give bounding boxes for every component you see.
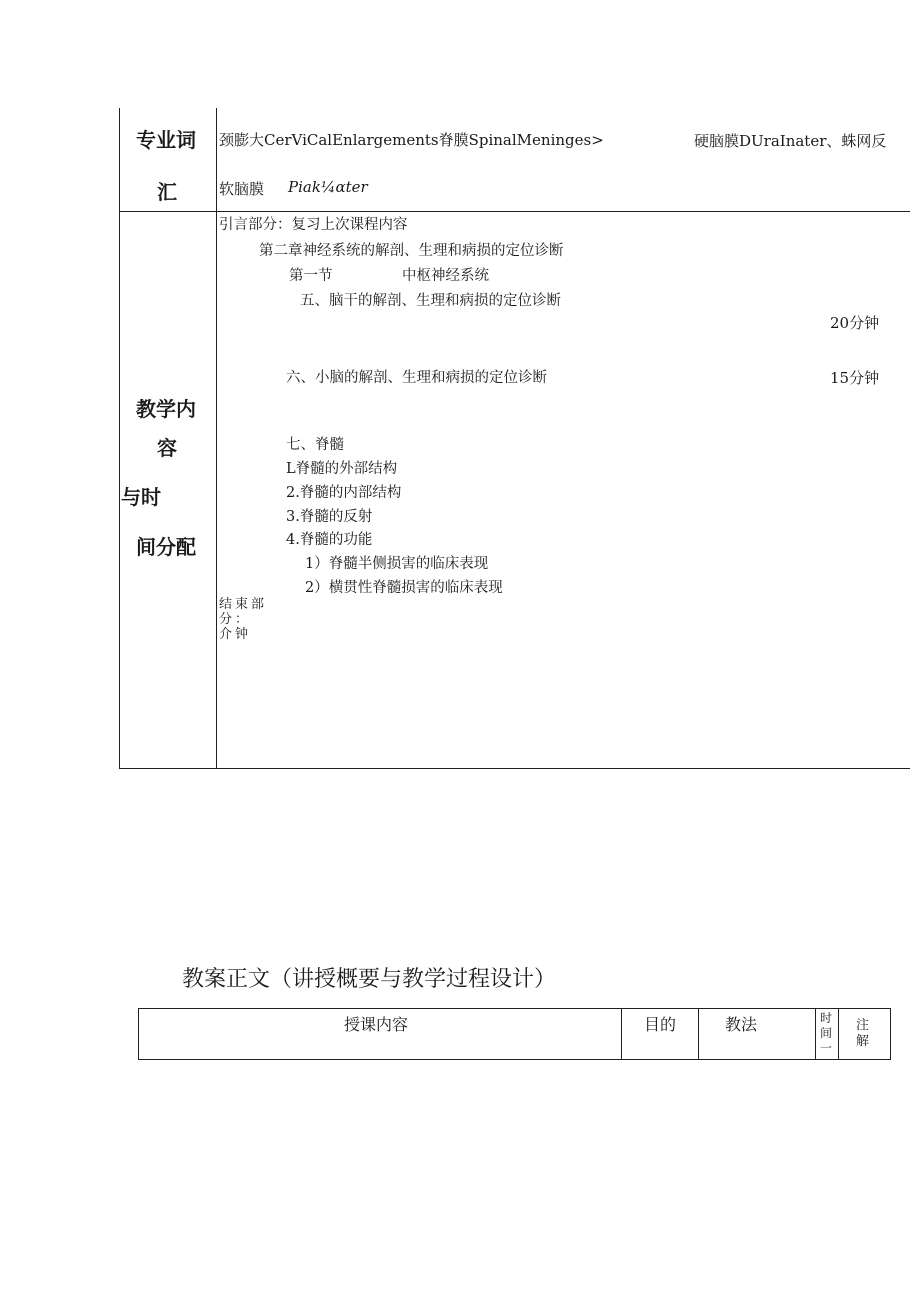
content-label-line2: 容	[157, 436, 177, 460]
sub-item-4: 4.脊髓的功能	[286, 532, 373, 548]
item6-line: 六、小脑的解剖、生理和病损的定位诊断	[286, 370, 547, 386]
table2-right-border	[890, 1008, 891, 1060]
lesson-plan-title: 教案正文（讲授概要与教学过程设计）	[182, 967, 557, 992]
table1-column-divider	[216, 108, 217, 769]
header-time-2: 间	[820, 1026, 833, 1040]
table2-divider-1	[621, 1008, 622, 1060]
content-label-line3: 与时	[121, 485, 161, 509]
sub-item-2: 2.脊髓的内部结构	[286, 485, 402, 501]
table1-bottom-border	[119, 768, 910, 769]
sub-item-1: L脊髓的外部结构	[286, 461, 398, 477]
vocab-line1-left: 颈膨大CerViCalEnlargements脊膜SpinalMeninges>	[219, 131, 604, 149]
table2-left-border	[138, 1008, 139, 1060]
item5-time: 20分钟	[830, 314, 880, 332]
section-number: 第一节	[289, 268, 333, 284]
table2-bottom-border	[138, 1059, 891, 1060]
vocab-line1-right: 硬脑膜DUraInater、蛛网反	[694, 132, 887, 150]
intro-line: 引言部分：复习上次课程内容	[219, 217, 408, 233]
content-label-line1: 教学内	[136, 397, 196, 421]
item6-time: 15分钟	[830, 369, 880, 387]
end-part-line3: 介钟	[219, 627, 252, 642]
item7-line: 七、脊髓	[286, 437, 344, 453]
table2-divider-3	[815, 1008, 816, 1060]
content-label-line4: 间分配	[136, 535, 196, 559]
table2-divider-2	[698, 1008, 699, 1060]
header-note-1: 注	[856, 1018, 870, 1033]
section-name: 中枢神经系统	[402, 268, 489, 284]
sub-sub-item-2: 2）横贯性脊髓损害的临床表现	[305, 580, 503, 596]
item5-line: 五、脑干的解剖、生理和病损的定位诊断	[300, 293, 561, 309]
header-note-2: 解	[856, 1034, 870, 1049]
table2-top-border	[138, 1008, 891, 1009]
header-time-1: 时	[820, 1011, 833, 1025]
header-method: 教法	[725, 1015, 758, 1034]
vocab-label-line2: 汇	[157, 180, 177, 204]
sub-item-3: 3.脊髓的反射	[286, 509, 373, 525]
vocab-label-line1: 专业词	[136, 128, 196, 152]
table1-row-divider	[119, 211, 910, 212]
vocab-line2-term: 软脑膜	[219, 180, 265, 198]
table1-left-border	[119, 108, 120, 769]
chapter-line: 第二章神经系统的解剖、生理和病损的定位诊断	[259, 243, 564, 259]
table2-divider-4	[838, 1008, 839, 1060]
end-part-line2: 分：	[219, 612, 252, 627]
header-purpose: 目的	[644, 1015, 677, 1034]
end-part-line1: 结束部	[219, 597, 268, 612]
header-time-3: 一	[820, 1041, 833, 1055]
vocab-line2-latin: Piak¼αter	[288, 178, 368, 196]
header-content: 授课内容	[344, 1015, 409, 1034]
sub-sub-item-1: 1）脊髓半侧损害的临床表现	[305, 556, 489, 572]
